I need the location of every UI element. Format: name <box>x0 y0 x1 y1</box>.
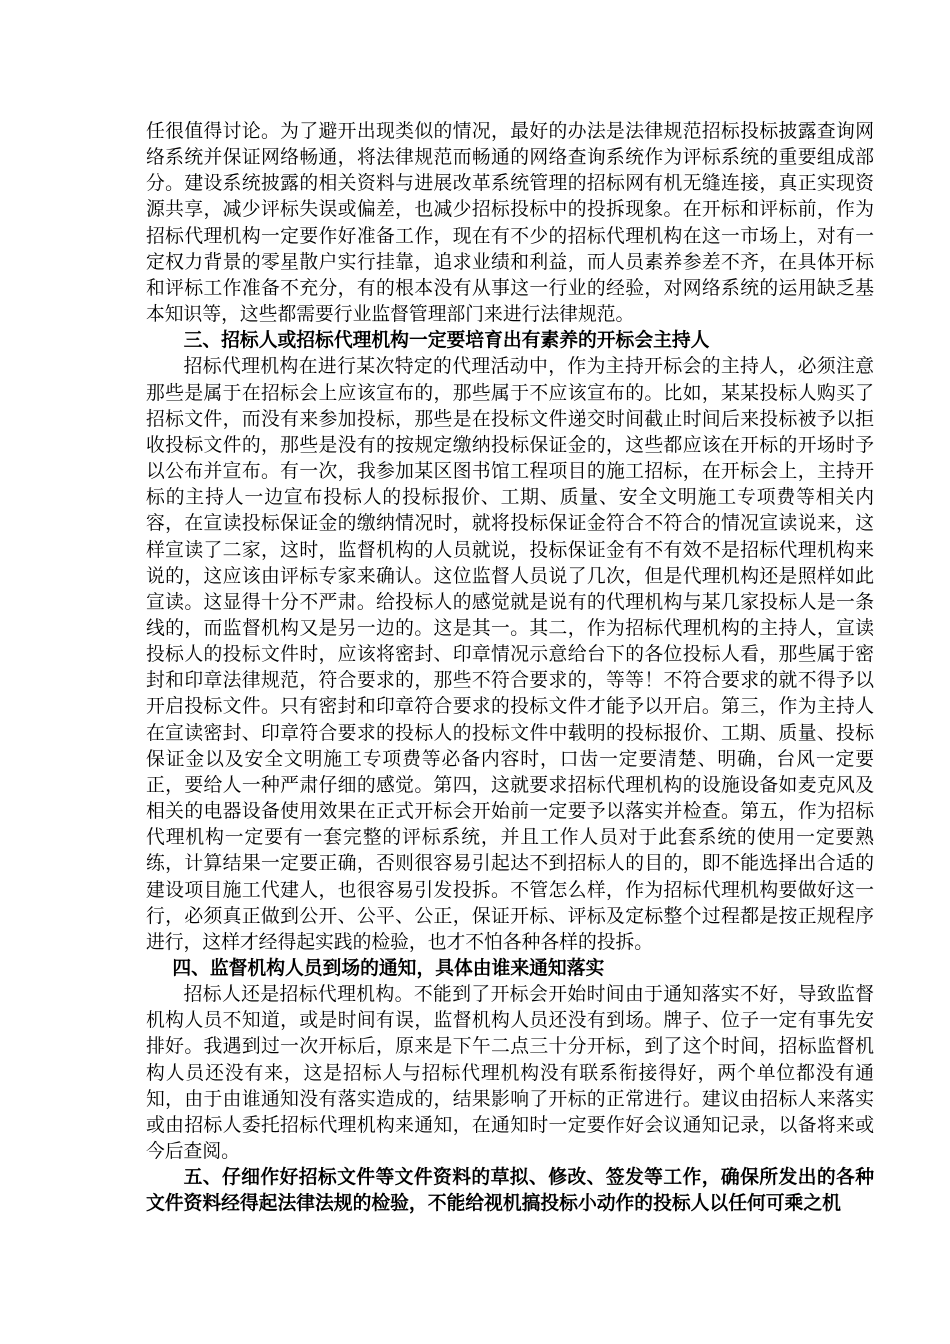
paragraph-section-4: 招标人还是招标代理机构。不能到了开标会开始时间由于通知落实不好，导致监督机构人员不知道，或是时间有误，监督机构人员还没有到场。牌子、位子一定有事先安排好。我遇到过一次开标后，原来是下午二点三十分开标，到了这个时间，招标监督机构人员还没有来，这是招标人与招标代理机构没有联系衔接得好，两个单位都没有通知，由于由谁通知没有落实造成的，结果影响了开标的正常进行。建议由招标人来落实或由招标人委托招标代理机构来通知，在通知时一定要作好会议通知记录，以备将来或今后查阅。 <box>146 984 874 1163</box>
paragraph-section-3: 招标代理机构在进行某次特定的代理活动中，作为主持开标会的主持人，必须注意那些是属于在招标会上应该宣布的，那些属于不应该宣布的。比如，某某投标人购买了招标文件，而没有来参加投标，那些是在投标文件递交时间截止时间后来投标被予以拒收投标文件的，那些是没有的按规定缴纳投标保证金的，这些都应该在开标的开场时予以公布并宣布。有一次，我参加某区图书馆工程项目的施工招标，在开标会上，主持开标的主持人一边宣布投标人的投标报价、工期、质量、安全文明施工专项费等相关内容，在宣读投标保证金的缴纳情况时，就将投标保证金符合不符合的情况宣读说来，这样宣读了二家，这时，监督机构的人员就说，投标保证金有不有效不是招标代理机构来说的，这应该由评标专家来确认。这位监督人员说了几次，但是代理机构还是照样如此宣读。这显得十分不严肃。给投标人的感觉就是说有的代理机构与某几家投标人是一条线的，而监督机构又是另一边的。这是其一。其二，作为招标代理机构的主持人，宣读投标人的投标文件时，应该将密封、印章情况示意给台下的各位投标人看，那些属于密封和印章法律规范，符合要求的，那些不符合要求的，等等！不符合要求的就不得予以开启投标文件。只有密封和印章符合要求的投标文件才能予以开启。第三，作为主持人在宣读密封、印章符合要求的投标人的投标文件中载明的投标报价、工期、质量、投标保证金以及安全文明施工专项费等必备内容时，口齿一定要清楚、明确，台风一定要正，要给人一种严肃仔细的感觉。第四，这就要求招标代理机构的设施设备如麦克风及相关的电器设备使用效果在正式开标会开始前一定要予以落实并检查。第五，作为招标代理机构一定要有一套完整的评标系统，并且工作人员对于此套系统的使用一定要熟练，计算结果一定要正确，否则很容易引起达不到招标人的目的，即不能选择出合适的建设项目施工代建人，也很容易引发投拆。不管怎么样，作为招标代理机构要做好这一行，必须真正做到公开、公平、公正，保证开标、评标及定标整个过程都是按正规程序进行，这样才经得起实践的检验，也才不怕各种各样的投拆。 <box>146 356 874 953</box>
document-body <box>146 119 874 1218</box>
section-heading-5: 五、仔细作好招标文件等文件资料的草拟、修改、签发等工作，确保所发出的各种文件资料经得起法律法规的检验，不能给视机搞投标小动作的投标人以任何可乘之机 <box>146 1167 874 1215</box>
paragraph-continuation: 任很值得讨论。为了避开出现类似的情况，最好的办法是法律规范招标投标披露查询网络系统并保证网络畅通，将法律规范而畅通的网络查询系统作为评标系统的重要组成部分。建设系统披露的相关资料与进展改革系统管理的招标网有机无缝连接，真正实现资源共享，减少评标失误或偏差，也减少招标投标中的投拆现象。在开标和评标前，作为招标代理机构一定要作好准备工作，现在有不少的招标代理机构在这一市场上，对有一定权力背景的零星散户实行挂靠，追求业绩和利益，而人员素养参差不齐，在具体开标和评标工作准备不充分，有的根本没有从事这一行业的经验，对网络系统的运用缺乏基本知识等，这些都需要行业监督管理部门来进行法律规范。 <box>146 121 874 326</box>
section-heading-3: 三、招标人或招标代理机构一定要培育出有素养的开标会主持人 <box>183 330 710 352</box>
section-heading-4: 四、监督机构人员到场的通知，具体由谁来通知落实 <box>172 958 605 979</box>
